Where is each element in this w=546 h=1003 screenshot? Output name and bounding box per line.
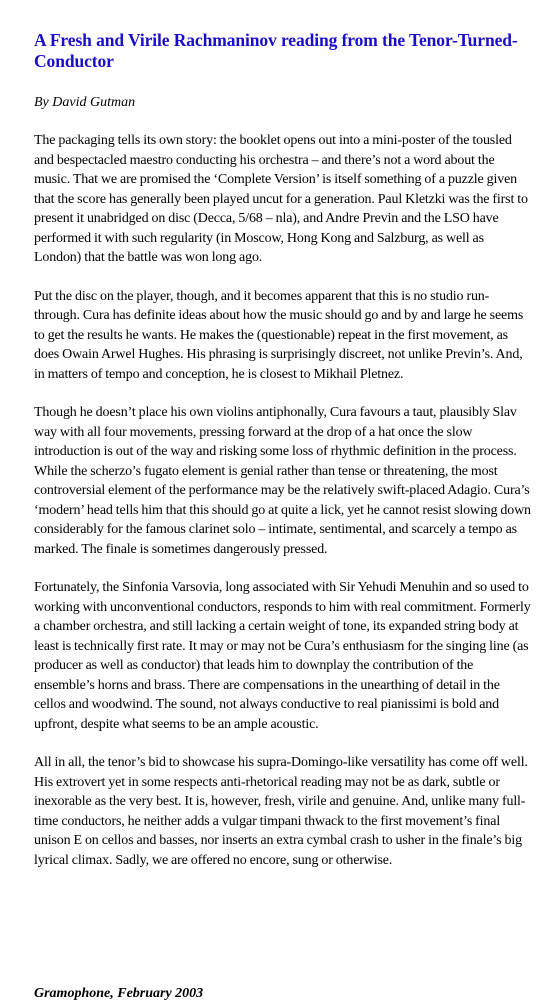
article-byline: By David Gutman — [34, 95, 136, 110]
article-paragraph: The packaging tells its own story: the booklet opens out into a mini-poster of the tousled and bespectacled maestro conducting his orchestra – and there’s not a word about the music. That we are promised the ‘Complete Version’ is itself something of a puzzle given that the score has generally been played uncut for a generation. Paul Kletzki was the first to present it unabridged on disc (Decca, 5/68 – nla), and Andre Previn and the LSO have performed it with such regularity (in Moscow, Hong Kong and Salzburg, as well as London) that the battle was won long ago. — [34, 133, 528, 265]
article-paragraph: Though he doesn’t place his own violins antiphonally, Cura favours a taut, plausibly Slav way with all four movements, pressing forward at the drop of a hat once the slow introduction is out of the way and risking some loss of rhythmic definition in the process. While the scherzo’s fugato element is genial rather than tense or threatening, the most controversial element of the performance may be the relatively swift-placed Adagio. Cura’s ‘modern’ head tells him that this should go at quite a lick, yet he cannot resist slowing down considerably for the famous clarinet solo – intimate, sentimental, and scarcely a tempo as marked. The finale is sometimes dangerously pressed. — [34, 405, 531, 557]
article-paragraph: Fortunately, the Sinfonia Varsovia, long associated with Sir Yehudi Menuhin and so used to working with unconventional conductors, responds to him with real commitment. Formerly a chamber orchestra, and still lacking a certain weight of tone, its expanded string body at least is technically first rate. It may or may not be Cura’s enthusiasm for the singing line (as producer as well as conductor) that leads him to downplay the contribution of the ensemble’s horns and brass. There are compensations in the unearthing of detail in the cellos and woodwind. The sound, not always conductive to real pianissimi is bold and upfront, despite what seems to be an ample acoustic. — [34, 580, 531, 732]
article-paragraph: Put the disc on the player, though, and it becomes apparent that this is no studio run-through. Cura has definite ideas about how the music should go and by and large he seems to get the results he wants. He makes the (questionable) repeat in the first movement, as does Owain Arwel Hughes. His phrasing is surprisingly discreet, not unlike Previn’s. And, in matters of tempo and conception, he is closest to Mikhail Pletnez. — [34, 288, 524, 382]
article — [34, 30, 532, 870]
article-title: A Fresh and Virile Rachmaninov reading from the Tenor-Turned-Conductor — [34, 30, 518, 71]
article-paragraph: All in all, the tenor’s bid to showcase his supra-Domingo-like versatility has come off well. His extrovert yet in some respects anti-rhetorical reading may not be as dark, subtle or inexorable as the very best. It is, however, fresh, virile and genuine. And, unlike many full-time conductors, he neither adds a vulgar timpani thwack to the first movement’s final unison E on cellos and basses, nor inserts an extra cymbal crash to usher in the finale’s big lyrical climax. Sadly, we are offered no encore, sung or otherwise. — [34, 755, 528, 868]
article-source: Gramophone, February 2003 — [34, 986, 204, 1001]
